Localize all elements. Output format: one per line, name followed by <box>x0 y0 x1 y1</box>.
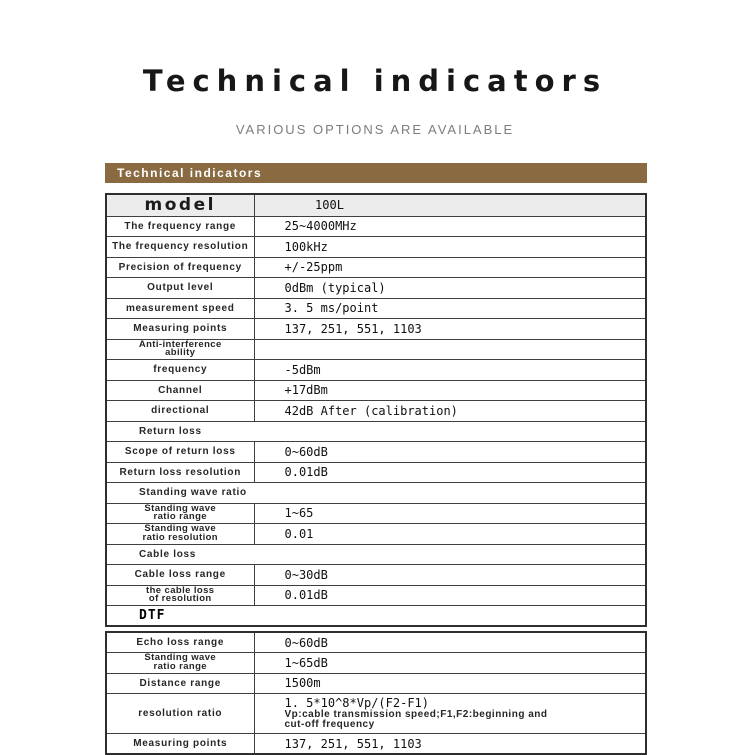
spec-value: 137, 251, 551, 1103 <box>254 319 646 340</box>
row-distance-range <box>106 673 646 694</box>
model-label: model <box>106 194 254 216</box>
spec-label: Echo loss range <box>106 632 254 653</box>
row-echo-loss-range <box>106 632 646 653</box>
spec-label: Precision of frequency <box>106 257 254 278</box>
spec-value: 42dB After (calibration) <box>254 401 646 422</box>
spec-value: 100kHz <box>254 237 646 258</box>
spec-label: Measuring points <box>106 734 254 755</box>
spec-value: 0~30dB <box>254 565 646 586</box>
spec-value: 3. 5 ms/point <box>254 298 646 319</box>
row-return-loss-resolution <box>106 462 646 483</box>
group-label-dtf: DTF <box>106 606 646 627</box>
resolution-formula: 1. 5*10^8*Vp/(F2-F1) <box>284 696 429 710</box>
spec-label: Anti-interference ability <box>106 339 254 360</box>
spec-label: Measuring points <box>106 319 254 340</box>
row-directional <box>106 401 646 422</box>
spec-label: the cable loss of resolution <box>106 585 254 606</box>
spec-label: measurement speed <box>106 298 254 319</box>
row-channel <box>106 380 646 401</box>
spec-value: -5dBm <box>254 360 646 381</box>
resolution-note-line2: cut-off frequency <box>284 718 375 730</box>
group-row-standing-wave-ratio <box>106 483 646 504</box>
row-measuring-points <box>106 319 646 340</box>
spec-value: 0.01dB <box>254 585 646 606</box>
spec-label: directional <box>106 401 254 422</box>
resolution-note-line1: Vp:cable transmission speed;F1,F2:beginning and <box>284 709 548 720</box>
spec-value: 1~65dB <box>254 653 646 674</box>
spec-label: resolution ratio <box>106 694 254 734</box>
spec-label: Return loss resolution <box>106 462 254 483</box>
page-title: Technical indicators <box>142 64 608 98</box>
model-header-row <box>106 194 646 216</box>
spec-value: 1500m <box>254 673 646 694</box>
spec-table <box>105 193 647 627</box>
row-cable-loss-range <box>106 565 646 586</box>
spec-value: 0.01 <box>254 524 646 545</box>
spec-value: 0~60dB <box>254 442 646 463</box>
row-scope-of-return-loss <box>106 442 646 463</box>
spec-value: +17dBm <box>254 380 646 401</box>
spec-value <box>254 694 646 734</box>
group-label: Standing wave ratio <box>106 483 646 504</box>
spec-label: Standing wave ratio range <box>106 503 254 524</box>
row-resolution-ratio <box>106 694 646 734</box>
row-measurement-speed <box>106 298 646 319</box>
spec-label: Output level <box>106 278 254 299</box>
spec-label: frequency <box>106 360 254 381</box>
group-row-dtf <box>106 606 646 627</box>
row-output-level <box>106 278 646 299</box>
spec-value: 137, 251, 551, 1103 <box>254 734 646 755</box>
spec-label: Standing wave ratio range <box>106 653 254 674</box>
spec-value: 1~65 <box>254 503 646 524</box>
section-header-bar <box>105 163 647 183</box>
group-row-return-loss <box>106 421 646 442</box>
model-value: 100L <box>254 194 646 216</box>
spec-value: 25~4000MHz <box>254 216 646 237</box>
dtf-table <box>105 631 647 755</box>
spec-label: Cable loss range <box>106 565 254 586</box>
spec-label: Channel <box>106 380 254 401</box>
row-dtf-measuring-points <box>106 734 646 755</box>
spec-value: +/-25ppm <box>254 257 646 278</box>
row-standing-wave-ratio-range <box>106 503 646 524</box>
row-anti-interference <box>106 339 646 360</box>
spec-value: 0dBm (typical) <box>254 278 646 299</box>
row-standing-wave-ratio-resolution <box>106 524 646 545</box>
row-precision-of-frequency <box>106 257 646 278</box>
spec-value: 0.01dB <box>254 462 646 483</box>
row-cable-loss-resolution <box>106 585 646 606</box>
spec-label: The frequency resolution <box>106 237 254 258</box>
section-header-label: Technical indicators <box>117 166 263 180</box>
page-subtitle: VARIOUS OPTIONS ARE AVAILABLE <box>235 122 515 137</box>
spec-label: Distance range <box>106 673 254 694</box>
spec-label: Standing wave ratio resolution <box>106 524 254 545</box>
group-label: Cable loss <box>106 544 646 565</box>
spec-label: The frequency range <box>106 216 254 237</box>
row-frequency-resolution <box>106 237 646 258</box>
row-dtf-standing-wave-ratio-range <box>106 653 646 674</box>
spec-value: 0~60dB <box>254 632 646 653</box>
group-row-cable-loss <box>106 544 646 565</box>
row-frequency <box>106 360 646 381</box>
group-label: Return loss <box>106 421 646 442</box>
row-frequency-range <box>106 216 646 237</box>
spec-value <box>254 339 646 360</box>
spec-label: Scope of return loss <box>106 442 254 463</box>
